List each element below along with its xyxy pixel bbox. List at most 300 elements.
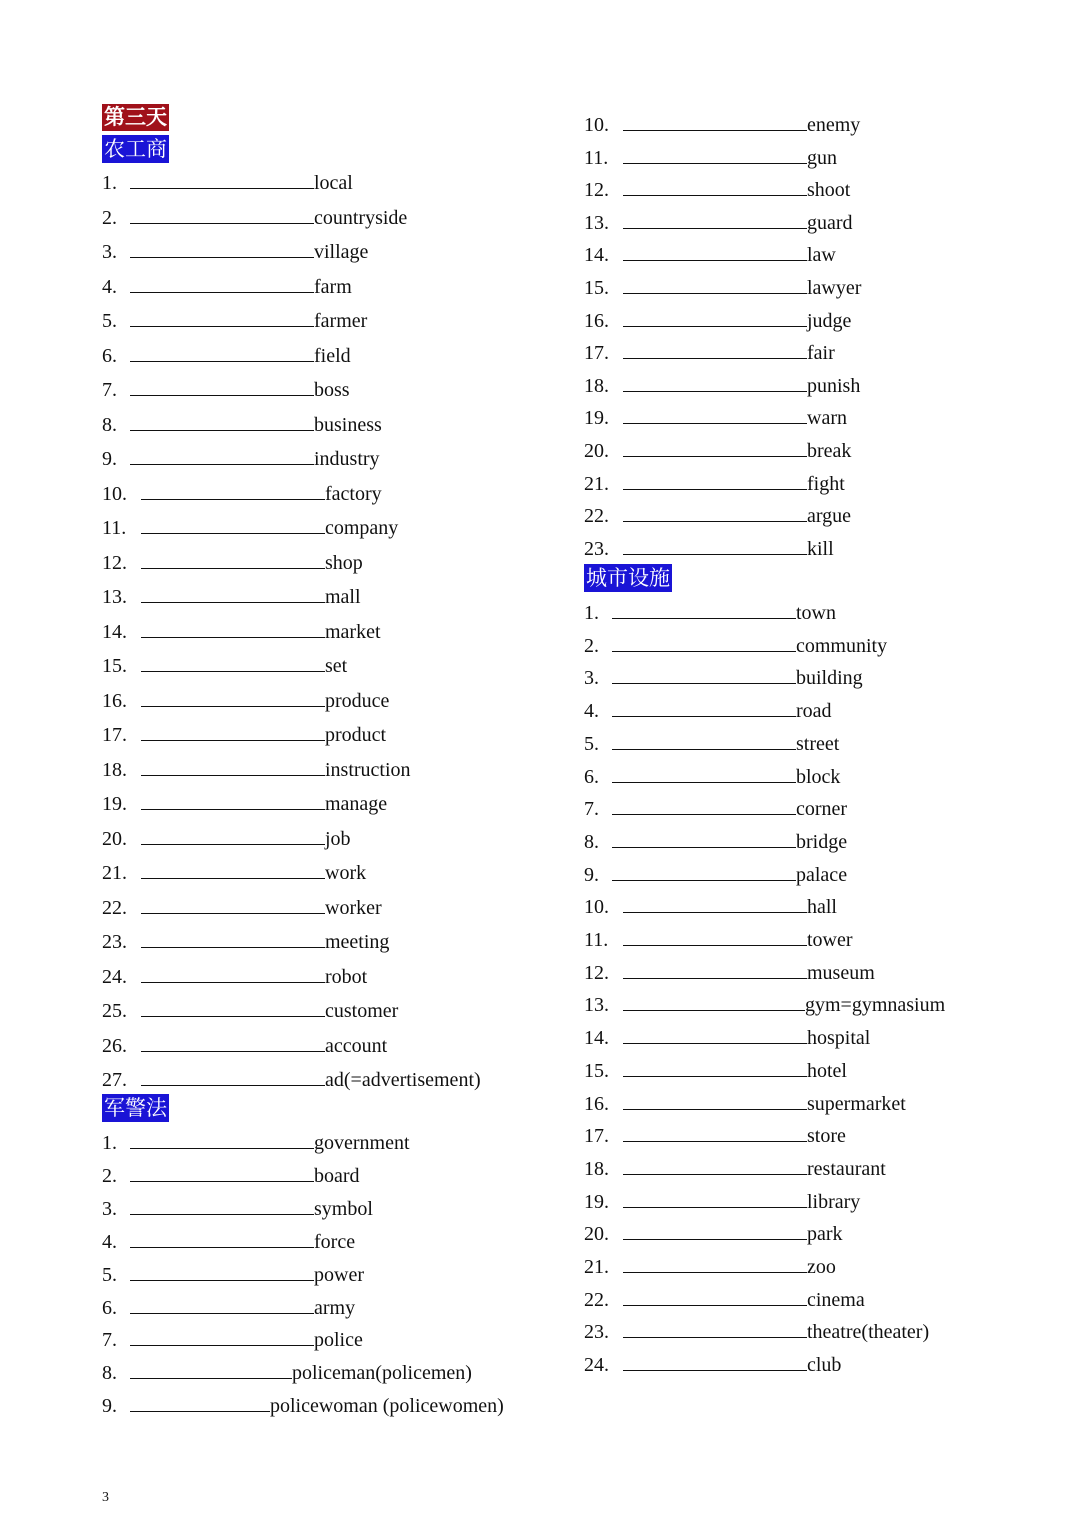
- item-number: 6.: [102, 344, 117, 367]
- vocab-word: museum: [807, 961, 875, 984]
- item-number: 14.: [584, 244, 609, 267]
- vocab-item: [584, 1023, 1044, 1053]
- item-number: 3.: [584, 667, 599, 690]
- item-number: 17.: [584, 342, 609, 365]
- vocab-item: [102, 582, 562, 612]
- vocab-item: [102, 1391, 562, 1421]
- item-number: 10.: [584, 114, 609, 136]
- answer-blank[interactable]: [623, 260, 807, 261]
- item-number: 26.: [102, 1034, 127, 1057]
- vocab-word: club: [807, 1354, 842, 1377]
- answer-blank[interactable]: [141, 602, 325, 603]
- answer-blank[interactable]: [130, 223, 314, 224]
- vocab-word: manage: [325, 793, 388, 815]
- answer-blank[interactable]: [623, 391, 807, 392]
- item-number: 18.: [584, 374, 609, 397]
- answer-blank[interactable]: [623, 978, 807, 979]
- item-number: 15.: [584, 277, 609, 299]
- answer-blank[interactable]: [141, 1085, 325, 1086]
- answer-blank[interactable]: [612, 716, 796, 717]
- answer-blank[interactable]: [130, 395, 314, 396]
- vocab-word: restaurant: [807, 1157, 886, 1180]
- answer-blank[interactable]: [623, 1109, 807, 1110]
- vocab-item: [102, 720, 562, 750]
- answer-blank[interactable]: [612, 618, 796, 619]
- vocab-item: [584, 1121, 1044, 1151]
- item-number: 2.: [102, 206, 117, 229]
- vocab-item: [102, 858, 562, 888]
- item-number: 15.: [584, 1059, 609, 1082]
- vocab-word: company: [325, 517, 399, 539]
- answer-blank[interactable]: [623, 1370, 807, 1371]
- item-number: 18.: [102, 758, 127, 781]
- answer-blank[interactable]: [623, 521, 807, 522]
- vocab-item: [102, 341, 562, 371]
- vocab-item: [584, 240, 1044, 270]
- vocab-word: library: [807, 1190, 861, 1213]
- vocab-word: lawyer: [807, 277, 862, 299]
- vocab-item: [584, 762, 1044, 792]
- item-number: 11.: [102, 517, 127, 539]
- vocab-word: countryside: [314, 206, 408, 229]
- answer-blank[interactable]: [130, 1411, 270, 1412]
- vocab-word: block: [796, 765, 841, 788]
- answer-blank[interactable]: [623, 1207, 807, 1208]
- item-number: 8.: [102, 413, 117, 436]
- vocab-item: [584, 306, 1044, 336]
- vocab-word: farm: [314, 275, 352, 298]
- vocab-item: [102, 617, 562, 647]
- vocab-word: judge: [807, 309, 852, 332]
- item-number: 27.: [102, 1069, 127, 1091]
- section-title: 农工商: [104, 137, 167, 161]
- answer-blank[interactable]: [612, 782, 796, 783]
- item-number: 6.: [584, 765, 599, 788]
- vocab-word: product: [325, 724, 387, 746]
- vocab-item: [102, 996, 562, 1026]
- page-number: 3: [102, 1490, 109, 1505]
- vocab-word: customer: [325, 1000, 399, 1022]
- answer-blank[interactable]: [141, 775, 325, 776]
- answer-blank[interactable]: [623, 945, 807, 946]
- answer-blank[interactable]: [141, 982, 325, 983]
- item-number: 20.: [584, 1223, 609, 1246]
- answer-blank[interactable]: [623, 554, 807, 555]
- item-number: 10.: [584, 896, 609, 919]
- answer-blank[interactable]: [612, 880, 796, 881]
- vocab-item: [584, 892, 1044, 922]
- answer-blank[interactable]: [130, 1345, 314, 1346]
- vocab-word: force: [314, 1230, 356, 1253]
- vocab-item: [584, 403, 1044, 433]
- item-number: 9.: [102, 1395, 117, 1418]
- vocab-word: palace: [796, 863, 848, 886]
- vocab-item: [102, 1227, 562, 1257]
- answer-blank[interactable]: [141, 844, 325, 845]
- vocab-word: mall: [325, 586, 361, 608]
- item-number: 16.: [102, 689, 127, 712]
- answer-blank[interactable]: [130, 1280, 314, 1281]
- vocab-word: factory: [325, 482, 382, 505]
- vocab-item: [584, 729, 1044, 759]
- answer-blank[interactable]: [623, 358, 807, 359]
- vocab-word: enemy: [807, 114, 861, 136]
- vocab-word: industry: [314, 448, 380, 470]
- item-number: 2.: [102, 1164, 117, 1187]
- item-number: 8.: [584, 830, 599, 853]
- vocab-word: supermarket: [807, 1092, 906, 1115]
- item-number: 5.: [102, 1263, 117, 1286]
- answer-blank[interactable]: [141, 533, 325, 534]
- vocab-item: [102, 755, 562, 785]
- vocab-item: [584, 501, 1044, 531]
- vocab-item: [102, 789, 562, 819]
- vocab-word: town: [796, 602, 836, 624]
- item-number: 12.: [584, 179, 609, 202]
- answer-blank[interactable]: [623, 1043, 807, 1044]
- vocab-word: hall: [807, 896, 837, 919]
- answer-blank[interactable]: [130, 188, 314, 189]
- vocab-word: guard: [807, 211, 853, 234]
- vocab-word: tower: [807, 929, 853, 951]
- vocab-word: army: [314, 1296, 356, 1319]
- answer-blank[interactable]: [623, 130, 807, 131]
- item-number: 12.: [102, 551, 127, 574]
- vocab-word: corner: [796, 798, 848, 821]
- vocab-item: [584, 1285, 1044, 1315]
- vocab-item: [584, 1317, 1044, 1347]
- item-number: 13.: [584, 211, 609, 234]
- vocab-item: [584, 925, 1044, 955]
- item-number: 14.: [584, 1027, 609, 1050]
- item-number: 9.: [584, 863, 599, 886]
- vocab-word: law: [807, 244, 836, 267]
- answer-blank[interactable]: [623, 195, 807, 196]
- item-number: 3.: [102, 241, 117, 263]
- item-number: 6.: [102, 1296, 117, 1319]
- answer-blank[interactable]: [612, 814, 796, 815]
- vocab-word: kill: [807, 537, 834, 560]
- item-number: 16.: [584, 1092, 609, 1115]
- vocab-word: break: [807, 440, 852, 462]
- section-title: 城市设施: [586, 566, 670, 590]
- item-number: 7.: [584, 798, 599, 821]
- item-number: 11.: [584, 929, 609, 951]
- vocab-item: [584, 371, 1044, 401]
- item-number: 14.: [102, 620, 127, 643]
- answer-blank[interactable]: [141, 878, 325, 879]
- vocab-word: market: [325, 620, 381, 643]
- vocab-word: field: [314, 344, 351, 367]
- vocab-item: [102, 651, 562, 681]
- vocab-word: warn: [807, 407, 847, 430]
- vocab-word: hospital: [807, 1027, 871, 1050]
- answer-blank[interactable]: [130, 257, 314, 258]
- vocab-item: [102, 1161, 562, 1191]
- item-number: 1.: [584, 602, 599, 624]
- answer-blank[interactable]: [623, 489, 807, 490]
- item-number: 22.: [584, 1288, 609, 1311]
- item-number: 24.: [584, 1354, 609, 1377]
- item-number: 20.: [102, 827, 127, 850]
- vocab-item: [102, 168, 562, 198]
- answer-blank[interactable]: [130, 1148, 314, 1149]
- item-number: 21.: [584, 1256, 609, 1278]
- item-number: 11.: [584, 146, 609, 169]
- answer-blank[interactable]: [623, 1337, 807, 1338]
- vocab-item: [102, 927, 562, 957]
- vocab-word: farmer: [314, 310, 368, 332]
- item-number: 23.: [102, 931, 127, 953]
- vocab-word: set: [325, 655, 348, 677]
- item-number: 13.: [584, 994, 609, 1017]
- answer-blank[interactable]: [623, 1272, 807, 1273]
- vocab-word: gym=gymnasium: [805, 994, 946, 1017]
- day-title: 第三天: [104, 105, 167, 129]
- vocab-word: police: [314, 1329, 363, 1352]
- answer-blank[interactable]: [130, 361, 314, 362]
- vocab-word: symbol: [314, 1197, 373, 1220]
- answer-blank[interactable]: [141, 568, 325, 569]
- answer-blank[interactable]: [130, 1313, 314, 1314]
- vocab-item: [584, 860, 1044, 890]
- answer-blank[interactable]: [141, 740, 325, 741]
- vocab-item: [102, 1128, 562, 1158]
- vocab-item: [102, 962, 562, 992]
- vocab-item: [102, 410, 562, 440]
- item-number: 21.: [584, 472, 609, 495]
- item-number: 20.: [584, 440, 609, 462]
- item-number: 1.: [102, 1132, 117, 1154]
- vocab-item: [584, 1350, 1044, 1380]
- vocab-item: [584, 990, 1044, 1020]
- item-number: 19.: [584, 407, 609, 430]
- vocab-item: [102, 306, 562, 336]
- vocab-item: [584, 827, 1044, 857]
- answer-blank[interactable]: [130, 1378, 292, 1379]
- vocab-item: [584, 208, 1044, 238]
- item-number: 23.: [584, 537, 609, 560]
- vocab-word: bridge: [796, 830, 848, 853]
- vocab-item: [584, 794, 1044, 824]
- vocab-word: punish: [807, 374, 861, 397]
- answer-blank[interactable]: [612, 651, 796, 652]
- vocab-word: store: [807, 1125, 846, 1148]
- vocab-word: park: [807, 1223, 843, 1246]
- answer-blank[interactable]: [623, 293, 807, 294]
- vocab-item: [102, 824, 562, 854]
- vocab-item: [102, 272, 562, 302]
- item-number: 25.: [102, 1000, 127, 1022]
- vocab-word: ad(=advertisement): [325, 1069, 481, 1091]
- vocab-word: instruction: [325, 758, 411, 781]
- answer-blank[interactable]: [623, 912, 807, 913]
- item-number: 19.: [102, 793, 127, 815]
- section-title: 军警法: [104, 1096, 167, 1120]
- vocab-item: [584, 1154, 1044, 1184]
- vocab-word: gun: [807, 146, 837, 169]
- item-number: 21.: [102, 862, 127, 884]
- vocab-item: [584, 273, 1044, 303]
- vocab-item: [102, 548, 562, 578]
- answer-blank[interactable]: [141, 1051, 325, 1052]
- vocab-word: power: [314, 1263, 364, 1286]
- item-number: 17.: [102, 724, 127, 746]
- vocab-item: [102, 1194, 562, 1224]
- vocab-item: [584, 696, 1044, 726]
- vocab-word: business: [314, 413, 382, 436]
- vocab-item: [584, 436, 1044, 466]
- item-number: 22.: [584, 505, 609, 528]
- vocab-word: village: [314, 241, 369, 263]
- vocab-item: [584, 958, 1044, 988]
- answer-blank[interactable]: [623, 1174, 807, 1175]
- vocab-word: shoot: [807, 179, 851, 202]
- vocab-word: policewoman (policewomen): [270, 1395, 504, 1418]
- answer-blank[interactable]: [130, 464, 314, 465]
- vocab-item: [584, 1089, 1044, 1119]
- answer-blank[interactable]: [130, 326, 314, 327]
- vocab-item: [584, 110, 1044, 140]
- vocab-item: [584, 1219, 1044, 1249]
- answer-blank[interactable]: [141, 809, 325, 810]
- vocab-item: [584, 469, 1044, 499]
- vocab-word: produce: [325, 689, 390, 712]
- vocab-item: [584, 1252, 1044, 1282]
- answer-blank[interactable]: [623, 163, 807, 164]
- item-number: 9.: [102, 448, 117, 470]
- answer-blank[interactable]: [141, 637, 325, 638]
- vocab-item: [584, 1187, 1044, 1217]
- answer-blank[interactable]: [623, 1141, 807, 1142]
- item-number: 4.: [584, 700, 599, 723]
- vocab-word: policeman(policemen): [292, 1362, 472, 1385]
- answer-blank[interactable]: [141, 913, 325, 914]
- vocab-item: [584, 631, 1044, 661]
- vocab-item: [102, 375, 562, 405]
- vocab-word: robot: [325, 965, 368, 988]
- vocab-word: work: [325, 862, 367, 884]
- vocab-word: job: [325, 827, 351, 850]
- vocab-item: [102, 1260, 562, 1290]
- vocab-item: [584, 598, 1044, 628]
- item-number: 4.: [102, 275, 117, 298]
- item-number: 12.: [584, 961, 609, 984]
- answer-blank[interactable]: [612, 749, 796, 750]
- answer-blank[interactable]: [130, 1181, 314, 1182]
- vocab-item: [584, 338, 1044, 368]
- item-number: 7.: [102, 1329, 117, 1352]
- vocab-word: cinema: [807, 1288, 865, 1311]
- vocab-word: fair: [807, 342, 835, 365]
- item-number: 10.: [102, 482, 127, 505]
- vocab-word: board: [314, 1164, 360, 1187]
- item-number: 5.: [102, 310, 117, 332]
- answer-blank[interactable]: [130, 1247, 314, 1248]
- answer-blank[interactable]: [623, 1305, 807, 1306]
- item-number: 5.: [584, 732, 599, 755]
- vocab-item: [584, 1056, 1044, 1086]
- vocab-item: [102, 513, 562, 543]
- vocab-word: boss: [314, 379, 350, 401]
- vocab-word: road: [796, 700, 832, 723]
- vocab-word: worker: [325, 896, 382, 919]
- vocab-item: [102, 1031, 562, 1061]
- item-number: 18.: [584, 1157, 609, 1180]
- item-number: 7.: [102, 379, 117, 401]
- vocab-item: [102, 479, 562, 509]
- item-number: 17.: [584, 1125, 609, 1148]
- item-number: 19.: [584, 1190, 609, 1213]
- answer-blank[interactable]: [141, 1016, 325, 1017]
- vocab-item: [102, 444, 562, 474]
- vocab-word: theatre(theater): [807, 1321, 930, 1344]
- item-number: 24.: [102, 965, 127, 988]
- vocab-item: [584, 534, 1044, 564]
- vocab-item: [102, 1358, 562, 1388]
- answer-blank[interactable]: [623, 1010, 805, 1011]
- vocab-word: shop: [325, 551, 363, 574]
- answer-blank[interactable]: [141, 671, 325, 672]
- vocab-item: [102, 1325, 562, 1355]
- vocab-item: [584, 175, 1044, 205]
- item-number: 3.: [102, 1197, 117, 1220]
- item-number: 13.: [102, 586, 127, 608]
- answer-blank[interactable]: [141, 947, 325, 948]
- answer-blank[interactable]: [623, 456, 807, 457]
- answer-blank[interactable]: [623, 228, 807, 229]
- vocab-word: account: [325, 1034, 388, 1057]
- vocab-item: [102, 1065, 562, 1095]
- vocab-word: building: [796, 667, 863, 690]
- answer-blank[interactable]: [612, 683, 796, 684]
- vocab-word: meeting: [325, 931, 390, 953]
- item-number: 15.: [102, 655, 127, 677]
- vocab-word: fight: [807, 472, 845, 495]
- vocab-item: [584, 143, 1044, 173]
- vocab-word: street: [796, 732, 840, 755]
- answer-blank[interactable]: [612, 847, 796, 848]
- answer-blank[interactable]: [130, 292, 314, 293]
- answer-blank[interactable]: [623, 1076, 807, 1077]
- vocab-word: community: [796, 634, 888, 657]
- item-number: 4.: [102, 1230, 117, 1253]
- answer-blank[interactable]: [623, 326, 807, 327]
- vocab-word: government: [314, 1132, 410, 1154]
- answer-blank[interactable]: [141, 706, 325, 707]
- item-number: 8.: [102, 1362, 117, 1385]
- item-number: 23.: [584, 1321, 609, 1344]
- vocab-item: [584, 663, 1044, 693]
- vocab-item: [102, 203, 562, 233]
- answer-blank[interactable]: [623, 423, 807, 424]
- item-number: 22.: [102, 896, 127, 919]
- answer-blank[interactable]: [130, 1214, 314, 1215]
- vocab-word: local: [314, 172, 353, 194]
- vocab-item: [102, 686, 562, 716]
- item-number: 16.: [584, 309, 609, 332]
- vocab-word: zoo: [807, 1256, 836, 1278]
- vocab-word: argue: [807, 505, 852, 528]
- item-number: 2.: [584, 634, 599, 657]
- answer-blank[interactable]: [130, 430, 314, 431]
- item-number: 1.: [102, 172, 117, 194]
- vocab-item: [102, 893, 562, 923]
- answer-blank[interactable]: [141, 499, 325, 500]
- vocab-item: [102, 237, 562, 267]
- vocab-word: hotel: [807, 1059, 847, 1082]
- answer-blank[interactable]: [623, 1239, 807, 1240]
